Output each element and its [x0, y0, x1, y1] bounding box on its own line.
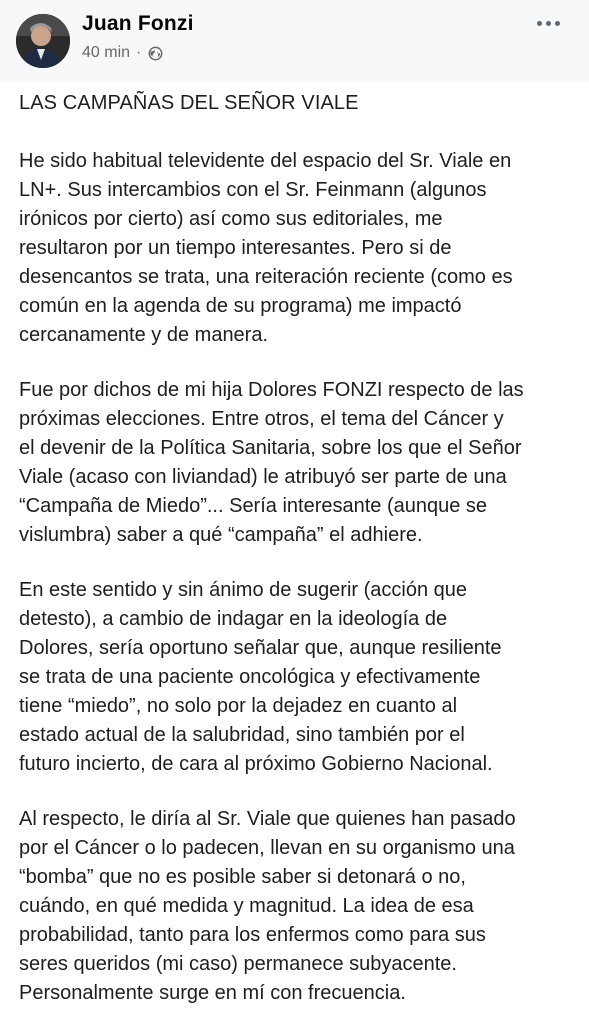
post-time[interactable]: 40 min — [82, 44, 131, 61]
meta-separator: · — [136, 44, 142, 61]
post-title: LAS CAMPAÑAS DEL SEÑOR VIALE — [19, 92, 359, 114]
post-header — [0, 0, 589, 82]
paragraph-3: En este sentido y sin ánimo de sugerir (acción que detesto), a cambio de indagar en la ideología de Dolores, sería oportuno señalar que, aunque resiliente se trata de una paciente oncológica y efectivamente tiene “miedo”, no solo por la dejadez en cuanto al estado actual de la salubridad, sino también por el futuro incierto, de cara al próximo Gobierno Nacional. — [19, 579, 502, 775]
author-avatar[interactable] — [16, 14, 70, 68]
paragraph-1: He sido habitual televidente del espacio del Sr. Viale en LN+. Sus intercambios con el Sr. Feinmann (algunos irónicos por cierto) así como sus editoriales, me resultaron por un tiempo interesantes. Pero si de desencantos se trata, una reiteración reciente (como es común en la agenda de su programa) me impactó cercanamente y de manera. — [19, 150, 513, 346]
paragraph-4: Al respecto, le diría al Sr. Viale que quienes han pasado por el Cáncer o lo padecen, llevan en su organismo una “bomba” que no es posible saber si detonará o no, cuándo, en qué medida y magnitud. La idea de esa probabilidad, tanto para los enfermos como para sus seres queridos (mi caso) permanece subyacente. Personalmente surge en mí con frecuencia. — [19, 808, 516, 1004]
author-name[interactable]: Juan Fonzi — [82, 12, 194, 35]
post-meta — [82, 44, 163, 62]
globe-icon[interactable] — [148, 46, 163, 61]
paragraph-2: Fue por dichos de mi hija Dolores FONZI respecto de las próximas elecciones. Entre otros, el tema del Cáncer y el devenir de la Política Sanitaria, sobre los que el Señor Viale (acaso con liviandad) le atribuyó ser parte de una “Campaña de Miedo”... Sería interesante (aunque se vislumbra) saber a qué “campaña” el adhiere. — [19, 379, 524, 546]
more-options-icon[interactable] — [531, 10, 565, 36]
avatar-photo — [16, 14, 70, 68]
post-body — [19, 82, 575, 1008]
